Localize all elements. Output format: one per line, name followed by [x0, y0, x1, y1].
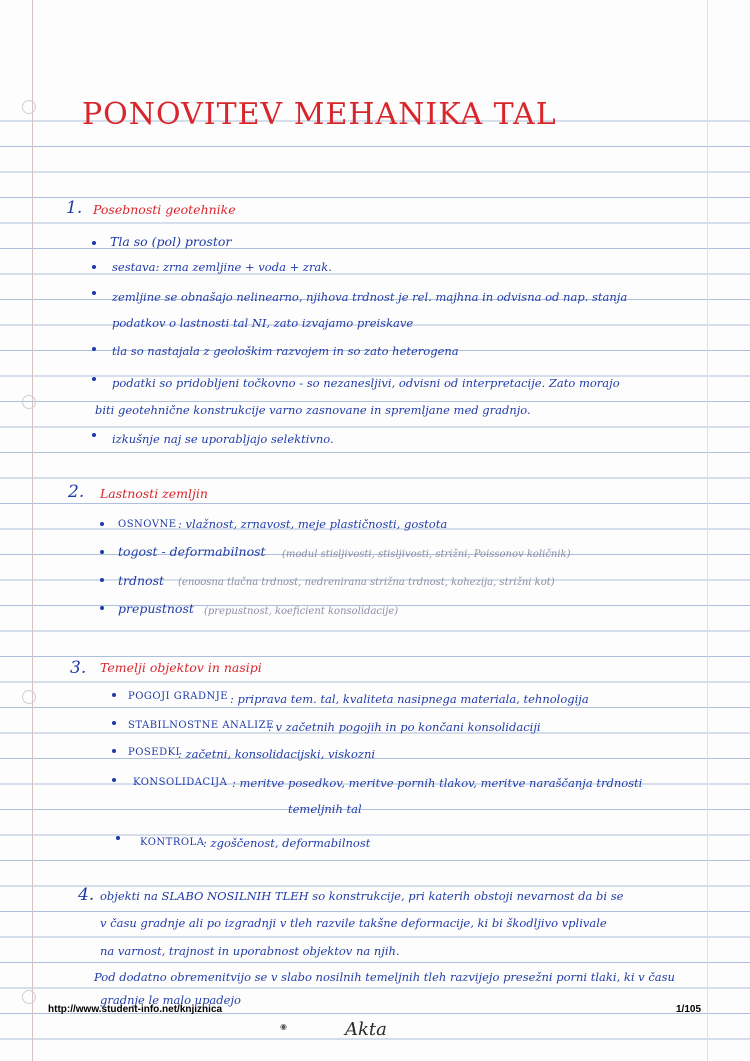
list-item-lead: POGOJI GRADNJE: [128, 691, 229, 702]
list-item-text: : priprava tem. tal, kvaliteta nasipnega materiala, tehnologija: [230, 692, 589, 706]
list-item: zemljine se obnašajo nelinearno, njihova trdnost je rel. majhna in odvisna od nap. stanja: [112, 290, 628, 304]
paragraph-line: gradnje le malo upadejo: [100, 993, 241, 1007]
section-number: 4.: [78, 885, 95, 905]
list-item: Tla so (pol) prostor: [110, 234, 232, 249]
bullet-dot: [92, 433, 96, 437]
list-item: biti geotehnične konstrukcije varno zasnovane in spremljane med gradnjo.: [95, 403, 531, 417]
punch-hole: [22, 395, 36, 409]
bullet-dot: [92, 347, 96, 351]
list-item-text: : vlažnost, zrnavost, meje plastičnosti, gostota: [178, 517, 448, 531]
list-item-lead: trdnost: [118, 573, 165, 588]
paper-mark-icon: ◉: [280, 1022, 287, 1031]
list-item-text: (modul stisljivosti, stisljivosti, strižni, Poissonov količnik): [282, 549, 571, 560]
paper-brand-logo: Akta: [345, 1019, 387, 1040]
section-heading: Posebnosti geotehnike: [93, 202, 236, 217]
bullet-dot: [92, 377, 96, 381]
section-number: 1.: [66, 198, 83, 218]
bullet-dot: [116, 836, 120, 840]
punch-hole: [22, 100, 36, 114]
right-margin-line: [707, 0, 708, 1061]
punch-hole: [22, 690, 36, 704]
paragraph-line: na varnost, trajnost in uporabnost objektov na njih.: [100, 944, 400, 958]
list-item: tla so nastajala z geološkim razvojem in so zato heterogena: [112, 344, 459, 358]
footer-page-number: 1/105: [676, 1004, 702, 1015]
bullet-dot: [92, 291, 96, 295]
list-item-text: : v začetnih pogojih in po končani konsolidaciji: [268, 720, 541, 734]
list-item-lead: KONSOLIDACIJA: [133, 777, 228, 788]
bullet-dot: [100, 550, 104, 554]
left-margin-line: [32, 0, 33, 1061]
paragraph-line: v času gradnje ali po izgradnji v tleh razvile takšne deformacije, ki bi škodljivo vplivale: [100, 916, 607, 930]
paragraph-line: Pod dodatno obremenitvijo se v slabo nosilnih temeljnih tleh razvijejo presežni porni tlaki, ki v času: [94, 970, 675, 984]
list-item-lead: prepustnost: [118, 601, 194, 616]
list-item-text: : zgoščenost, deformabilnost: [203, 836, 371, 850]
list-item: izkušnje naj se uporabljajo selektivno.: [112, 432, 334, 446]
list-item-text: (enoosna tlačna trdnost, nedrenirana strižna trdnost, kohezija, strižni kot): [178, 577, 555, 588]
section-heading: Temelji objektov in nasipi: [100, 660, 262, 675]
section-number: 2.: [68, 482, 85, 502]
list-item-text: temeljnih tal: [288, 802, 362, 816]
list-item: podatki so pridobljeni točkovno - so nezanesljivi, odvisni od interpretacije. Zato morajo: [112, 376, 620, 390]
bullet-dot: [112, 778, 116, 782]
page-title: PONOVITEV MEHANIKA TAL: [82, 97, 557, 132]
list-item-lead: KONTROLA: [140, 837, 205, 848]
punch-hole: [22, 990, 36, 1004]
bullet-dot: [100, 578, 104, 582]
list-item-lead: POSEDKI: [128, 747, 181, 758]
bullet-dot: [112, 749, 116, 753]
bullet-dot: [100, 522, 104, 526]
bullet-dot: [112, 693, 116, 697]
paragraph-line: objekti na SLABO NOSILNIH TLEH so konstrukcije, pri katerih obstoji nevarnost da bi se: [100, 889, 624, 903]
list-item: sestava: zrna zemljine + voda + zrak.: [112, 260, 332, 274]
list-item-lead: togost - deformabilnost: [118, 544, 266, 559]
section-heading: Lastnosti zemljin: [100, 486, 208, 501]
bullet-dot: [92, 265, 96, 269]
bullet-dot: [112, 721, 116, 725]
bullet-dot: [92, 241, 96, 245]
list-item: podatkov o lastnosti tal NI, zato izvajamo preiskave: [112, 316, 414, 330]
list-item-lead: OSNOVNE: [118, 519, 177, 530]
list-item-text: : začetni, konsolidacijski, viskozni: [178, 747, 376, 761]
paper-header-band: [0, 0, 750, 96]
list-item-text: (prepustnost, koeficient konsolidacije): [204, 606, 399, 617]
section-number: 3.: [70, 658, 87, 678]
bullet-dot: [100, 606, 104, 610]
list-item-lead: STABILNOSTNE ANALIZE: [128, 720, 274, 731]
list-item-text: : meritve posedkov, meritve pornih tlakov, meritve naraščanja trdnosti: [232, 776, 643, 790]
footer-url: http://www.student-info.net/knjiznica: [48, 1004, 223, 1015]
